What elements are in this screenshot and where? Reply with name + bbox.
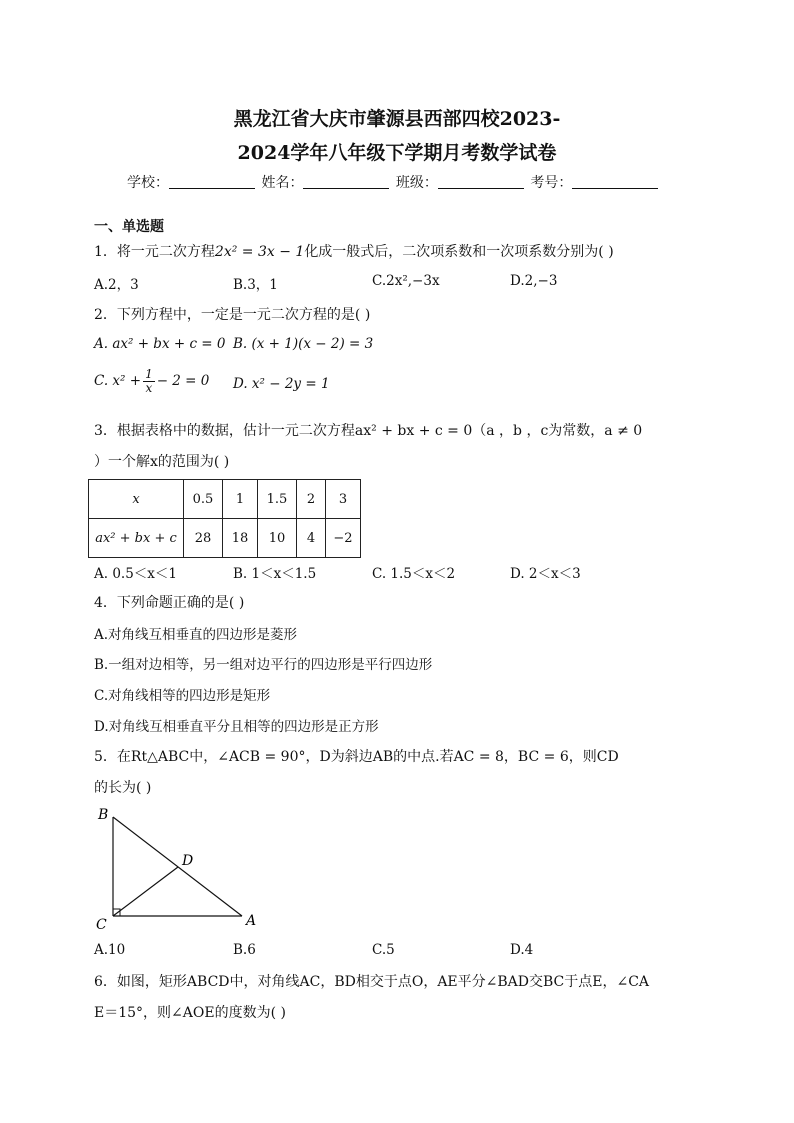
field-number-label: 考号： (530, 175, 573, 191)
fraction-numerator: 1 (145, 367, 153, 381)
table-cell: 28 (184, 519, 223, 558)
question-5-stem-line-2: 的长为( ) (94, 780, 152, 796)
question-1-stem (94, 241, 614, 261)
table-cell: 18 (223, 519, 258, 558)
question-3-stem-line-1: 3．根据表格中的数据，估计一元二次方程ax² + bx + c = 0（a ，b ，c为常数，a ≠ 0 (94, 423, 643, 439)
table-cell: ax² + bx + c (89, 519, 184, 558)
table-row (89, 519, 361, 558)
q3-data-table (88, 479, 361, 558)
q2-option-a[interactable]: A. ax² + bx + c = 0 (94, 336, 226, 352)
table-cell: 1 (223, 480, 258, 519)
fraction-denominator: x (145, 381, 153, 395)
q2-c-post: − 2 = 0 (156, 373, 210, 389)
q4-option-d[interactable]: D.对角线互相垂直平分且相等的四边形是正方形 (94, 719, 379, 735)
q2-option-b[interactable]: B. (x + 1)(x − 2) = 3 (233, 336, 374, 352)
table-cell: 10 (258, 519, 297, 558)
label-d: D (182, 853, 194, 869)
question-2-stem: 2．下列方程中，一定是一元二次方程的是( ) (94, 307, 371, 323)
q3-option-a[interactable]: A. 0.5＜x＜1 (94, 566, 178, 582)
q2-c-pre: C. x² + (94, 373, 142, 389)
title-line-2: 2024学年八年级下学期月考数学试卷 (237, 142, 557, 164)
q1-text-b: 化成一般式后，二次项系数和一次项系数分别为( ) (304, 244, 614, 260)
table-cell: −2 (326, 519, 361, 558)
field-number-blank[interactable] (572, 174, 658, 189)
q5-option-d[interactable]: D.4 (510, 942, 534, 958)
table-cell: 3 (326, 480, 361, 519)
q1-text-a: 1．将一元二次方程 (94, 244, 215, 260)
title-line-1: 黑龙江省大庆市肇源县西部四校2023- (233, 108, 561, 130)
field-name-blank[interactable] (303, 174, 389, 189)
field-school-blank[interactable] (169, 174, 255, 189)
q1-option-d[interactable]: D.2,−3 (510, 273, 558, 289)
field-school-label: 学校： (127, 175, 169, 191)
q2-c-fraction (143, 368, 155, 395)
label-c: C (96, 917, 107, 933)
q5-option-c[interactable]: C.5 (372, 942, 395, 958)
label-a: A (246, 913, 257, 929)
q1-equation: 2x² = 3x − 1 (214, 244, 305, 260)
q2-option-c[interactable] (94, 368, 209, 395)
q1-option-b[interactable]: B.3，1 (233, 277, 278, 293)
right-triangle-figure (90, 800, 270, 935)
question-5-stem-line-1: 5．在Rt△ABC中，∠ACB = 90°，D为斜边AB的中点.若AC = 8，BC = 6，则CD (94, 749, 619, 765)
question-6-stem-line-2: E＝15°，则∠AOE的度数为( ) (94, 1005, 286, 1021)
q3-option-d[interactable]: D. 2＜x＜3 (510, 566, 581, 582)
field-class-label: 班级： (395, 175, 438, 191)
q2-option-d[interactable]: D. x² − 2y = 1 (233, 376, 330, 392)
q4-option-a[interactable]: A.对角线互相垂直的四边形是菱形 (94, 627, 298, 643)
q5-option-b[interactable]: B.6 (233, 942, 256, 958)
q4-option-c[interactable]: C.对角线相等的四边形是矩形 (94, 688, 271, 704)
student-info-fields (127, 172, 660, 192)
table-cell: 0.5 (184, 480, 223, 519)
section-heading: 一、单选题 (94, 219, 164, 235)
table-cell: 1.5 (258, 480, 297, 519)
q3-option-b[interactable]: B. 1＜x＜1.5 (233, 566, 317, 582)
median-cd (113, 867, 178, 916)
table-cell: 4 (297, 519, 326, 558)
q4-option-b[interactable]: B.一组对边相等，另一组对边平行的四边形是平行四边形 (94, 657, 433, 673)
q3-option-c[interactable]: C. 1.5＜x＜2 (372, 566, 456, 582)
table-cell: 2 (297, 480, 326, 519)
question-4-stem: 4．下列命题正确的是( ) (94, 595, 245, 611)
question-3-stem-line-2: ）一个解x的范围为( ) (94, 454, 230, 470)
q5-option-a[interactable]: A.10 (94, 942, 126, 958)
q1-option-a[interactable]: A.2，3 (94, 277, 139, 293)
table-row (89, 480, 361, 519)
field-name-label: 姓名： (261, 175, 304, 191)
label-b: B (98, 807, 109, 823)
table-cell: x (89, 480, 184, 519)
q1-option-c[interactable]: C.2x²,−3x (372, 273, 440, 289)
field-class-blank[interactable] (438, 174, 524, 189)
question-6-stem-line-1: 6．如图，矩形ABCD中，对角线AC，BD相交于点O，AE平分∠BAD交BC于点E，∠CA (94, 974, 650, 990)
